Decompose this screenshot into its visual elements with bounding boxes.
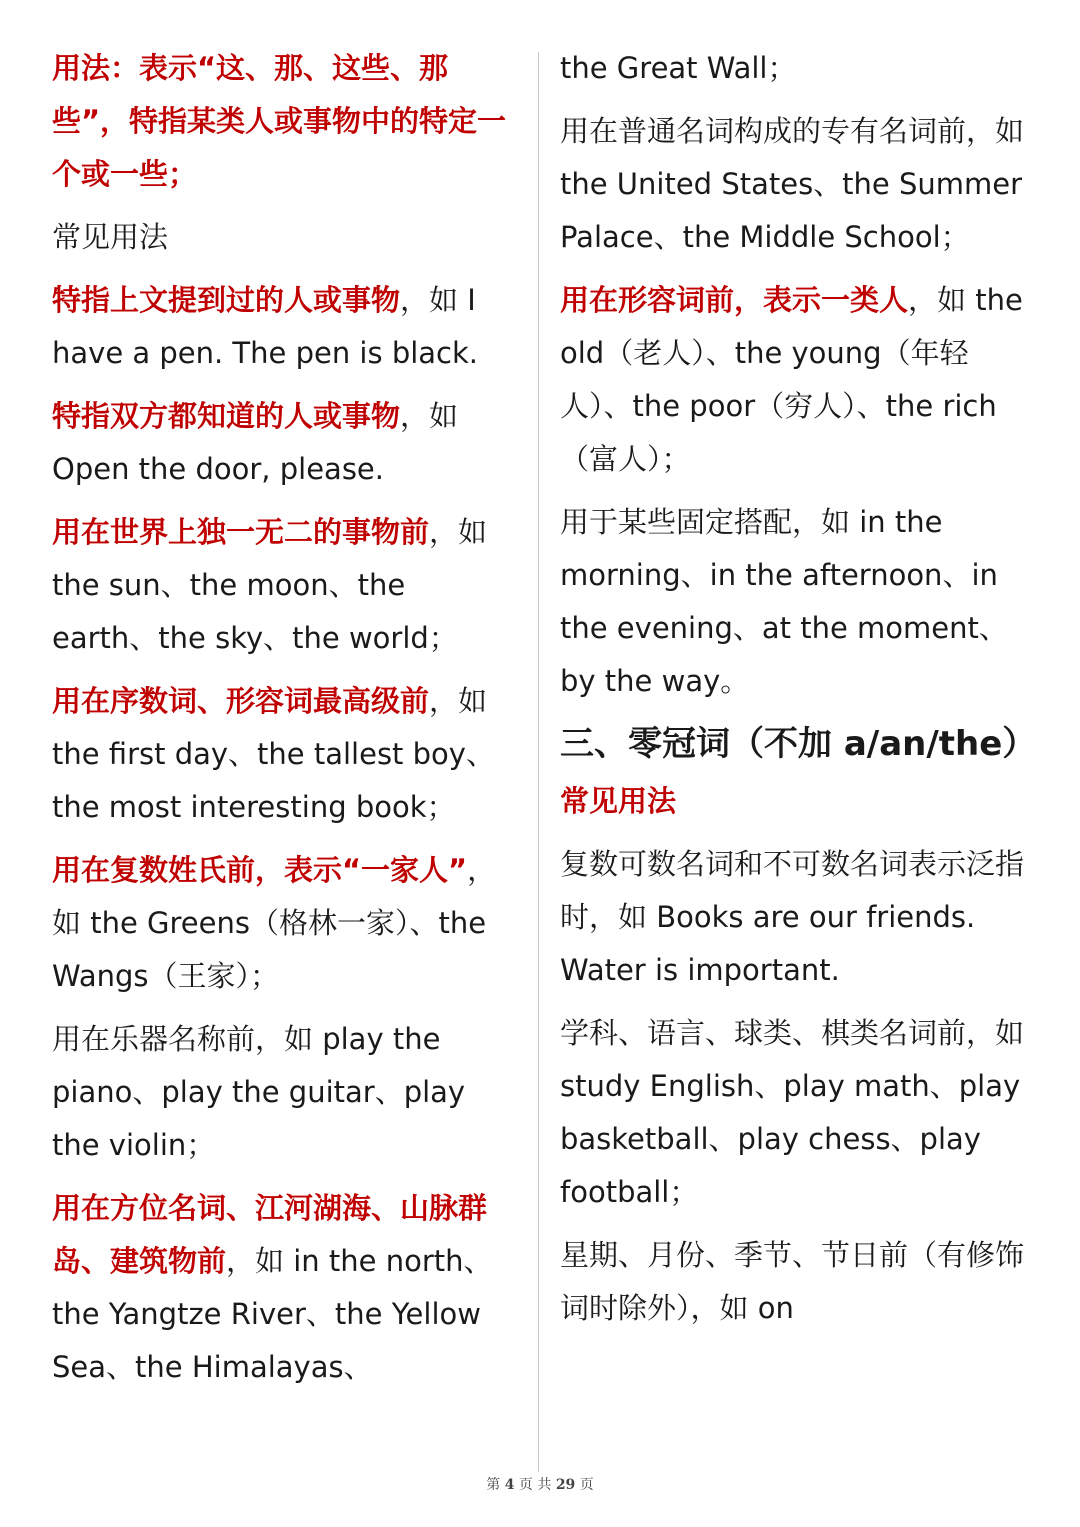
body-text: ，如 I have a pen. The pen is black.: [52, 283, 479, 370]
paragraph-unique-things: [52, 506, 520, 665]
red-text: 特指上文提到过的人或事物: [52, 283, 401, 317]
left-column: [52, 42, 520, 1404]
paragraph-proper-nouns: [560, 105, 1030, 264]
body-text: the Great Wall；: [560, 51, 797, 85]
section-heading: 三、零冠词（不加 a/an/the）: [560, 724, 1037, 764]
body-text: 用在普通名词构成的专有名词前，如 the United States、the Summer Palace、the Middle School；: [560, 114, 1025, 254]
footer-middle: 页 共: [518, 1477, 552, 1493]
footer-total-pages: 29: [555, 1477, 576, 1493]
body-text: 星期、月份、季节、节日前（有修饰词时除外），如 on: [560, 1238, 1025, 1325]
body-text: 学科、语言、球类、棋类名词前，如 study English、play math、play basketball、play chess、play football；: [560, 1016, 1025, 1209]
column-divider: [538, 52, 539, 1472]
paragraph-great-wall: [560, 42, 1030, 95]
paragraph-ordinal-superlative: [52, 675, 520, 834]
paragraph-places: [52, 1182, 520, 1394]
paragraph-usage: [52, 42, 520, 201]
red-text: 用法：表示“这、那、这些、那些”，特指某类人或事物中的特定一个或一些；: [52, 51, 507, 191]
red-text: 用在世界上独一无二的事物前: [52, 515, 430, 549]
red-text: 用在形容词前，表示一类人: [560, 283, 909, 317]
red-text: 特指双方都知道的人或事物: [52, 399, 401, 433]
red-text: 用在复数姓氏前，表示“一家人”: [52, 853, 468, 887]
paragraph-time-words: [560, 1229, 1030, 1335]
paragraph-plural-surname: [52, 844, 520, 1003]
paragraph-adjective-class: [560, 274, 1030, 486]
footer-page-number: 4: [504, 1477, 515, 1493]
body-text: ，如 the sun、the moon、the earth、the sky、the world；: [52, 515, 488, 655]
section-subheading: 常见用法: [560, 784, 677, 818]
red-text: 用在方位名词、江河湖海、山脉群岛、建筑物前: [52, 1191, 488, 1278]
paragraph-mentioned-before: [52, 274, 520, 380]
paragraph-both-known: [52, 390, 520, 496]
page-footer: [0, 1474, 1080, 1494]
paragraph-subjects-games: [560, 1007, 1030, 1219]
paragraph-instruments: [52, 1013, 520, 1172]
footer-suffix: 页: [579, 1477, 594, 1493]
paragraph-fixed-phrases: [560, 496, 1030, 708]
body-text: 复数可数名词和不可数名词表示泛指时，如 Books are our friends. Water is important.: [560, 847, 1025, 987]
body-text: 用于某些固定搭配，如 in the morning、in the afternoon、in the evening、at the moment、by the way。: [560, 505, 1008, 698]
body-text: ，如 the old（老人）、the young（年轻人）、the poor（穷人）、the rich（富人）；: [560, 283, 1023, 476]
paragraph-generic-nouns: [560, 838, 1030, 997]
body-text: ，如 in the north、the Yangtze River、the Yellow Sea、the Himalayas、: [52, 1244, 493, 1384]
body-text: ，如 the first day、the tallest boy、the most interesting book；: [52, 684, 495, 824]
body-text: ，如 the Greens（格林一家）、the Wangs（王家）；: [52, 853, 497, 993]
body-text: ，如 Open the door, please.: [52, 399, 459, 486]
paragraph-common-usage: [52, 211, 520, 264]
right-column: [560, 42, 1037, 1345]
body-text: 常见用法: [52, 220, 169, 254]
red-text: 用在序数词、形容词最高级前: [52, 684, 430, 718]
body-text: 用在乐器名称前，如 play the piano、play the guitar、play the violin；: [52, 1022, 466, 1162]
footer-prefix: 第: [486, 1477, 501, 1493]
